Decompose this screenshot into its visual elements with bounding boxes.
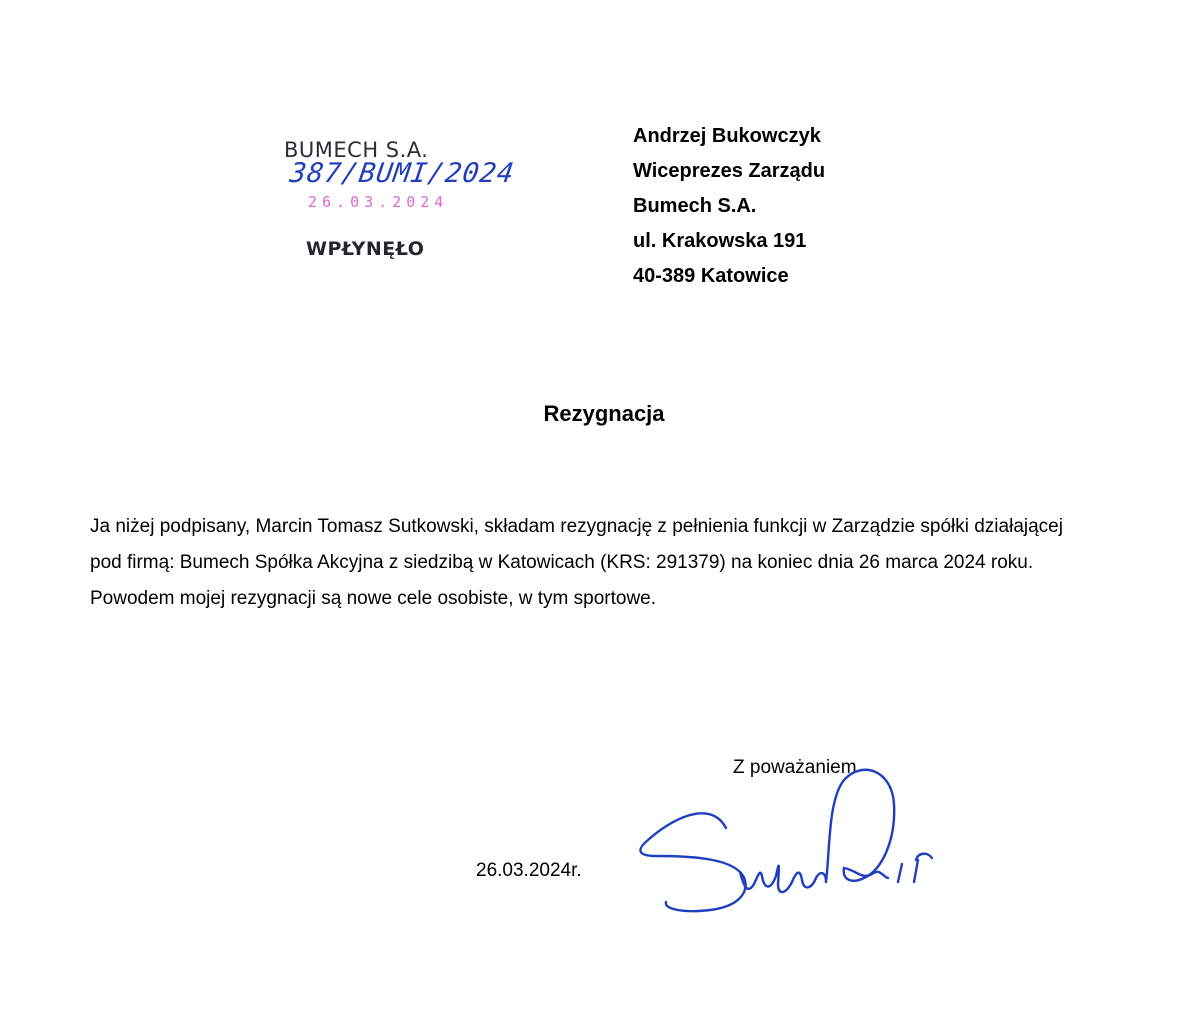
stamp-company-name: BUMECH S.A.: [284, 138, 429, 162]
addressee-position: Wiceprezes Zarządu: [633, 160, 826, 182]
received-stamp: [280, 132, 517, 272]
body-line: Ja niżej podpisany, Marcin Tomasz Sutkowski, składam rezygnację z pełnienia funkcji w Zarządzie spółki działającej: [90, 516, 1063, 537]
stamp-received-label: WPŁYNĘŁO: [306, 238, 425, 260]
document-body: [90, 509, 1150, 617]
handwritten-signature: [630, 760, 950, 930]
signature-date: 26.03.2024r.: [476, 860, 582, 881]
stamp-date: 26.03.2024: [308, 193, 449, 211]
addressee-name: Andrzej Bukowczyk: [633, 125, 821, 147]
addressee-company: Bumech S.A.: [633, 195, 757, 217]
body-line: Powodem mojej rezygnacji są nowe cele osobiste, w tym sportowe.: [90, 588, 657, 609]
closing-phrase: Z poważaniem: [733, 757, 857, 778]
stamp-registration-number: 387/BUMI/2024: [287, 158, 517, 189]
addressee-street: ul. Krakowska 191: [633, 230, 807, 252]
addressee-city: 40-389 Katowice: [633, 265, 789, 287]
body-line: pod firmą: Bumech Spółka Akcyjna z siedzibą w Katowicach (KRS: 291379) na koniec dnia 26 marca 2024 roku.: [90, 552, 1034, 573]
addressee-block: [633, 119, 825, 294]
document-title: Rezygnacja: [543, 401, 665, 426]
